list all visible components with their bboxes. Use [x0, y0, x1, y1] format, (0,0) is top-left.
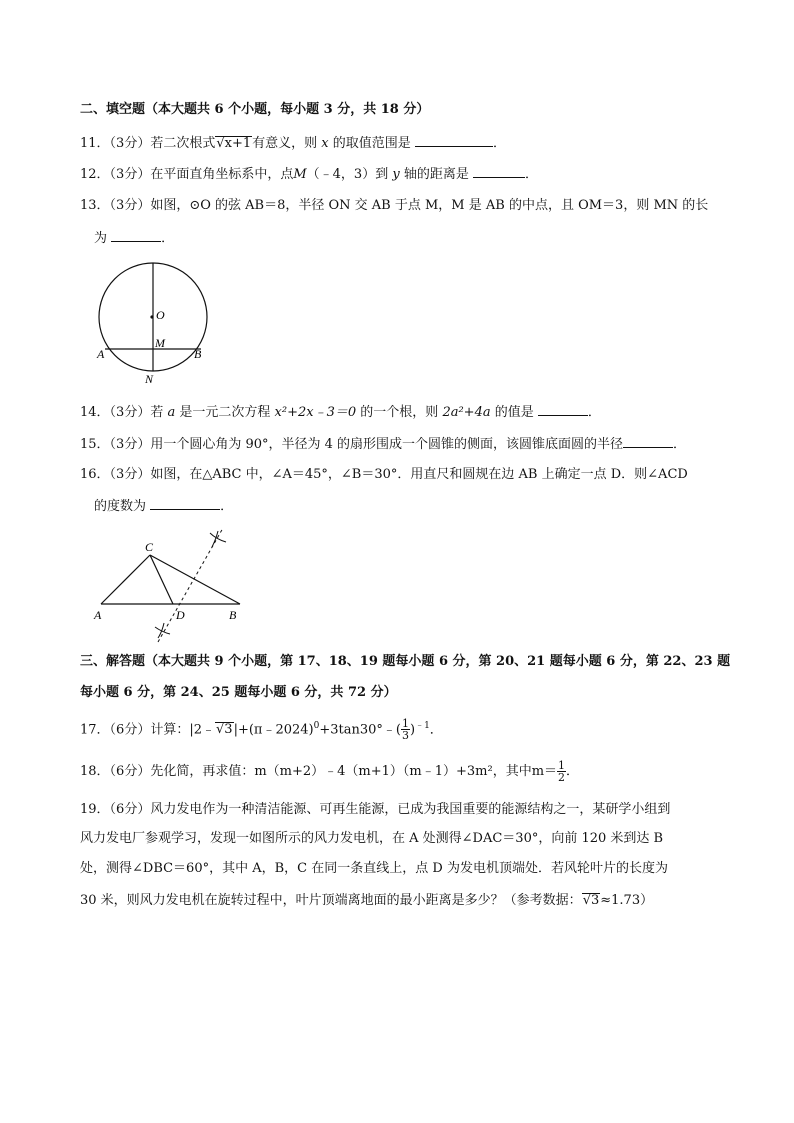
- section-title-solutions: 三、解答题（本大题共 9 个小题，第 17、18、19 题每小题 6 分，第 20、21 题每小题 6 分，第 22、23 题: [80, 654, 731, 669]
- label-n: N: [145, 372, 154, 386]
- circle-figure: [90, 258, 220, 388]
- sqrt-expression: √x+1: [216, 136, 252, 151]
- label-a: A: [97, 347, 105, 361]
- label-b: B: [194, 347, 202, 361]
- question-19-line-3: 处，测得∠DBC＝60°，其中 A，B，C 在同一条直线上，点 D 为发电机顶端处．若风轮叶片的长度为: [80, 861, 668, 876]
- answer-blank[interactable]: [473, 165, 525, 178]
- answer-blank[interactable]: [623, 435, 673, 448]
- question-17: 17．（6分）计算：|2﹣√3|+(π﹣2024)$^0$+3tan30°﹣( $\frac{1}{3}$ )$^{﹣1}$．: [80, 717, 443, 743]
- question-16-continued: 的度数为 ．: [94, 499, 234, 514]
- center-point: [150, 315, 153, 318]
- section-title-solutions-2: 每小题 6 分，第 24、25 题每小题 6 分，共 72 分）: [80, 685, 397, 700]
- question-13: 13．（3分）如图，⊙O 的弦 AB＝8，半径 ON 交 AB 于点 M，M 是 AB 的中点，且 OM＝3，则 MN 的长: [80, 198, 709, 213]
- question-14: 14．（3分）若 a 是一元二次方程 x²+2x﹣3＝0 的一个根，则 2a²+4a 的值是 ．: [80, 405, 601, 420]
- label-b: B: [229, 608, 237, 622]
- answer-blank[interactable]: [111, 229, 161, 242]
- label-m: M: [155, 336, 165, 350]
- answer-blank[interactable]: [538, 403, 588, 416]
- question-18: 18．（6分）先化简，再求值：m（m+2）﹣4（m+1）（m﹣1）+3m²，其中m＝ $\frac{1}{2}$ ．: [80, 759, 580, 784]
- answer-blank[interactable]: [150, 497, 220, 510]
- question-19: 19．（6分）风力发电作为一种清洁能源、可再生能源，已成为我国重要的能源结构之一，某研学小组到: [80, 802, 671, 817]
- segment-cd: [150, 555, 173, 604]
- answer-blank[interactable]: [415, 134, 493, 147]
- fraction: $\frac{1}{2}$: [558, 759, 566, 784]
- triangle-figure: [88, 520, 258, 648]
- question-19-line-4: 30 米，则风力发电机在旋转过程中，叶片顶端离地面的最小距离是多少？（参考数据：√3≈1.73）: [80, 893, 654, 908]
- fraction: $\frac{1}{3}$: [401, 717, 409, 743]
- question-15: 15．（3分）用一个圆心角为 90°，半径为 4 的扇形围成一个圆锥的侧面，该圆锥底面圆的半径 ．: [80, 437, 687, 452]
- question-12: 12．（3分）在平面直角坐标系中，点M（﹣4，3）到 y 轴的距离是 ．: [80, 167, 539, 182]
- side-ac: [101, 555, 150, 604]
- label-a: A: [94, 608, 102, 622]
- question-16: 16．（3分）如图，在△ABC 中，∠A＝45°，∠B＝30°．用直尺和圆规在边 AB 上确定一点 D．则∠ACD: [80, 467, 688, 482]
- section-title-fill-blank: 二、填空题（本大题共 6 个小题，每小题 3 分，共 18 分）: [80, 102, 430, 117]
- label-d: D: [176, 608, 185, 622]
- question-19-line-2: 风力发电厂参观学习，发现一如图所示的风力发电机，在 A 处测得∠DAC＝30°，向前 120 米到达 B: [80, 831, 664, 846]
- question-13-continued: 为 ．: [94, 231, 175, 246]
- compass-arc-top-2: [212, 531, 218, 547]
- label-c: C: [145, 540, 154, 554]
- question-11: 11．（3分）若二次根式√x+1有意义，则 x 的取值范围是 ．: [80, 136, 506, 151]
- label-o: O: [156, 308, 165, 322]
- side-bc: [150, 555, 240, 604]
